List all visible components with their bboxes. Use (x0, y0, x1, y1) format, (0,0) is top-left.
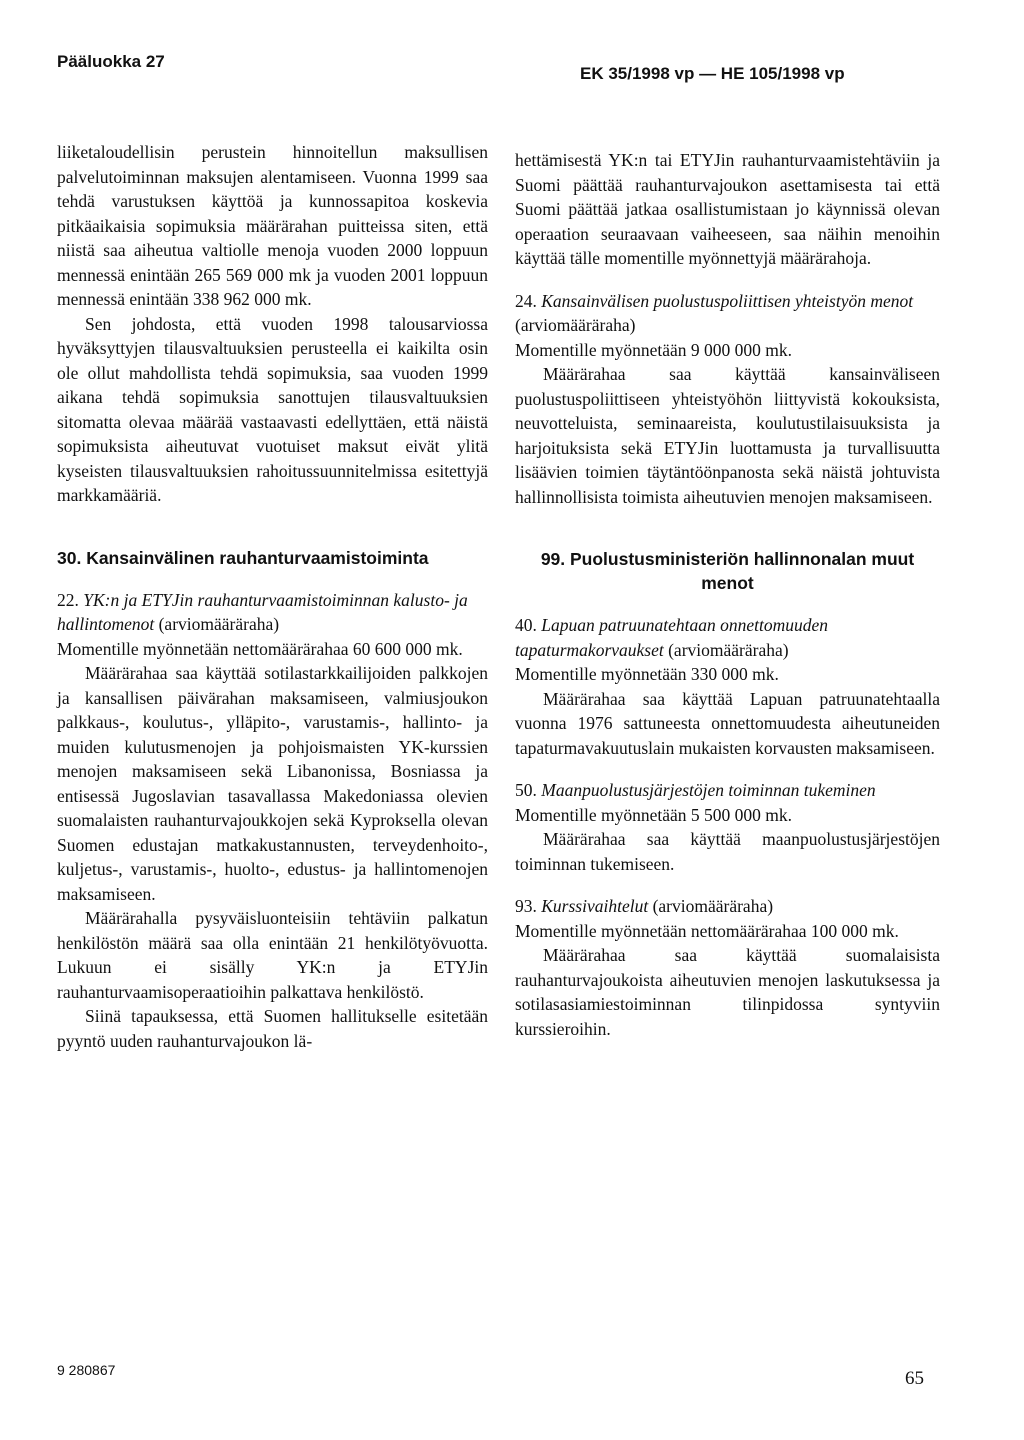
paragraph: Määrärahaa saa käyttää kansainväliseen puolustuspoliittiseen yhteistyöhön liittyvistä kokouksista, neuvotteluista, seminaareista, koulutustilaisuuksista ja harjoituksista sekä ETYJin luottamusta ja turvallisuutta lisäävien toimien täytäntöönpanosta sekä näistä johtuvista hallinnollisista toimista aiheutuvien menojen maksamiseen. (515, 364, 940, 507)
paragraph: Sen johdosta, että vuoden 1998 talousarviossa hyväksyttyjen tilausvaltuuksien perusteella ei kaikilta osin ole ollut mahdollista tehdä sopimuksia, saa vuoden 1999 aikana tehdä sopimuksia sanottujen tilausvaltuuksien sitomatta olevaa määrää vastaavasti edellyttäen, että näistä sopimuksista aiheutuvat vuotuiset maksut eivät ylitä kyseisten tilausvaltuuksien rahoitussuunnitelmissa esitettyjä markkamääriä. (57, 313, 488, 505)
paragraph: Siinä tapauksessa, että Suomen hallitukselle esitetään pyyntö uuden rauhanturvajoukon lä- (57, 1006, 488, 1051)
item-24-amount: Momentille myönnetään 9 000 000 mk. (515, 339, 793, 360)
right-column (515, 148, 940, 1041)
item-50-title: 50. Maanpuolustusjärjestöjen toiminnan tukeminen (515, 780, 876, 800)
item-22-amount: Momentille myönnetään nettomäärärahaa 60 600 000 mk. (57, 638, 463, 659)
paragraph: Määrärahaa saa käyttää maanpuolustusjärjestöjen toiminnan tukemiseen. (515, 829, 940, 874)
section-header: Pääluokka 27 (57, 52, 165, 71)
paragraph: hettämisestä YK:n tai ETYJin rauhanturvaamistehtäviin ja Suomi päättää rauhanturvajoukon asettamisesta tai että Suomi päättää jatkaa osallistumistaan jo käynnissä olevan operaation seuraavaan vaiheeseen, saa näihin menoihin käyttää tälle momentille myönnettyjä määrärahoja. (515, 150, 940, 268)
item-93-amount: Momentille myönnetään nettomäärärahaa 100 000 mk. (515, 920, 899, 941)
page-number: 65 (905, 1368, 924, 1389)
paragraph: liiketaloudellisin perustein hinnoitellun maksullisen palvelutoiminnan maksujen alentamiseen. Vuonna 1999 saa tehdä varustuksen käyttöä ja kunnossapitoa koskevia pitkäaikaisia sopimuksia määrärahan puitteissa siten, että niistä saa aiheutua valtiolle menoja vuoden 2000 loppuun mennessä enintään 265 569 000 mk ja vuoden 2001 loppuun mennessä enintään 338 962 000 mk. (57, 142, 488, 309)
item-50-amount: Momentille myönnetään 5 500 000 mk. (515, 804, 793, 825)
item-40-amount: Momentille myönnetään 330 000 mk. (515, 664, 779, 684)
paragraph: Määrärahalla pysyväisluonteisiin tehtäviin palkatun henkilöstön määrä saa olla enintään 21 henkilötyövuotta. Lukuun ei sisälly YK:n ja ETYJin rauhanturvaamisoperaatioihin palkattava henkilöstö. (57, 908, 488, 1002)
paragraph: Määrärahaa saa käyttää suomalaisista rauhanturvajoukoista aiheutuvien menojen laskutuksessa ja sotilasasiamiestoiminnan tilinpidossa syntyviin kurssieroihin. (515, 945, 940, 1039)
item-24-title: 24. Kansainvälisen puolustuspoliittisen yhteistyön menot (arviomääräraha) (515, 290, 914, 335)
print-code: 9 280867 (57, 1362, 116, 1378)
left-column (57, 140, 488, 1053)
item-22-title: 22. YK:n ja ETYJin rauhanturvaamistoiminnan kalusto- ja hallintomenot (arviomääräraha) (57, 589, 468, 634)
chapter-heading-30: 30. Kansainvälinen rauhanturvaamistoiminta (57, 547, 429, 568)
item-40-title: 40. Lapuan patruunatehtaan onnettomuuden tapaturmakorvaukset (arviomääräraha) (515, 615, 829, 660)
paragraph: Määrärahaa saa käyttää Lapuan patruunatehtaalla vuonna 1976 sattuneesta onnettomuudesta aiheutuneiden tapaturmavakuutuslain mukaisten korvausten maksamiseen. (515, 688, 940, 758)
paragraph: Määrärahaa saa käyttää sotilastarkkailijoiden palkkojen ja kansallisen päivärahan maksamiseen, valmiusjoukon palkkaus-, koulutus-, ylläpito-, varustamis-, hallinto- ja muiden kulutusmenojen ja pohjoismaisten YK-kurssien menojen maksamiseen sekä Libanonissa, Bosniassa ja entisessä Jugoslavian tasavallassa Makedoniassa olevien suomalaisten rauhanturvajoukkojen sekä Kyproksella olevan Suomen edustajan matkakustannusten, terveydenhoito-, kuljetus-, varustamis-, huolto-, edustus- ja hallintomenojen maksamiseen. (57, 663, 488, 904)
item-93-title: 93. Kurssivaihtelut (arviomääräraha) (515, 896, 774, 916)
document-reference: EK 35/1998 vp — HE 105/1998 vp (580, 64, 845, 83)
chapter-heading-99: 99. Puolustusministeriön hallinnonalan muut menot (540, 549, 915, 593)
